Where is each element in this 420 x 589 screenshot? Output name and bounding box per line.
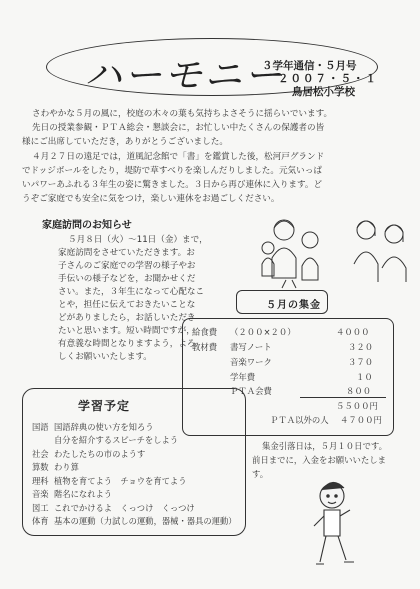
schedule-content: 自分を紹介するスピーチをしよう (54, 435, 179, 446)
issue-label: ３学年通信・５月号 (262, 60, 357, 72)
issue-date: ２００７・５・１ (278, 73, 378, 85)
family-illustration (258, 210, 338, 290)
fees-note-2: 前日までに，入金をお願いいたしま (252, 455, 386, 465)
home-visit-line: 家庭訪問をさせていただきます。お (58, 248, 195, 258)
home-visit-line: しくお願いいたします。 (58, 352, 152, 362)
schedule-content: わたしたちの市のようす (54, 448, 146, 459)
schedule-content: 基本の運動（力試しの運動，器械・器具の運動） (54, 516, 237, 527)
schedule-row (32, 420, 242, 434)
schedule-subject: 音楽 (32, 489, 49, 500)
schedule-row (32, 515, 242, 529)
schedule-subject: 図工 (32, 502, 49, 513)
fee-cat: 給食費 (192, 327, 218, 337)
schedule-subject: 社会 (32, 448, 49, 459)
schedule-row (32, 501, 242, 515)
intro-line-1: さわやかな５月の風に，校庭の木々の葉も気持ちよさそうに揺らいでいます。 (32, 109, 333, 119)
schedule-content: わり算 (54, 462, 79, 473)
schedule-subject: 国語 (32, 421, 49, 432)
schedule-row (32, 474, 242, 488)
fee-item: 学年費 (230, 372, 256, 382)
home-visit-line: 手伝いの様子などを，お聞かせくだ (58, 274, 196, 284)
schedule-subject: 体育 (32, 516, 49, 527)
fee-amount: １０ (356, 372, 373, 382)
home-visit-line: 有意義な時間となりますよう，よろ (58, 339, 196, 349)
fees-total: ５５００円 (336, 401, 378, 411)
fees-note-3: す。 (252, 469, 269, 479)
schedule-row (32, 488, 242, 502)
pta-other-amount: ４７００円 (340, 415, 382, 425)
fee-amount: ４０００ (336, 327, 370, 337)
running-boy-illustration (300, 478, 364, 578)
home-visit-line: ５月８日（火）～11日（金）まで， (68, 235, 208, 245)
home-visit-line: 子さんのご家庭での学習の様子やお (58, 261, 196, 271)
home-visit-line: とや，担任に伝えておきたいことな (58, 300, 196, 310)
intro-line-2: 先日の授業参観・ＰＴＡ総会・懇談会に，お忙しい中たくさんの保護者の皆 (32, 123, 325, 133)
schedule-row (32, 434, 242, 448)
schedule-row (32, 461, 242, 475)
newsletter-title: ハーモニー (84, 53, 285, 97)
fee-amount: ８００ (346, 386, 372, 396)
schedule-content: 国語辞典の使い方を知ろう (54, 421, 154, 432)
fee-amount: ３２０ (348, 342, 374, 352)
fees-total-rule (300, 397, 386, 398)
schedule-subject: 算数 (32, 462, 49, 473)
intro-line-5: でドッジボールをしたり，堤防で草すべりを楽しんだりしました。元気いっぱ (22, 166, 322, 176)
fee-item: ＰＴＡ会費 (230, 386, 272, 396)
home-visit-heading: 家庭訪問のお知らせ (42, 220, 132, 231)
home-visit-line: どがありましたら，お話しいただき (58, 313, 196, 323)
schedule-title: 学習予定 (78, 399, 131, 413)
intro-line-6: いパワーあふれる３年生の姿に驚きました。３日から再び連休に入ります。ど (22, 180, 323, 190)
home-visit-line: さい。また，３年生になって心配なこ (58, 287, 205, 297)
schedule-subject: 理科 (32, 475, 49, 486)
fee-cat: 教材費 (192, 342, 218, 352)
fee-amount: ３７０ (348, 357, 374, 367)
schedule-list (32, 420, 242, 528)
fee-item: （２００×２０） (230, 327, 296, 337)
schedule-row (32, 447, 242, 461)
parents-illustration (350, 214, 412, 284)
school-name: 鳥居松小学校 (292, 86, 355, 98)
intro-line-7: うぞご家庭でも安全に気をつけ，楽しい連休をお過ごしください。 (22, 194, 280, 204)
schedule-content: 階名になれよう (54, 489, 113, 500)
intro-line-3: 様にご出席していただき，ありがとうございました。 (22, 137, 228, 147)
schedule-content: 植物を育てよう チョウを育てよう (54, 475, 187, 486)
pta-other-label: ＰＴＡ以外の人 (270, 415, 329, 425)
schedule-content: これでかけるよ くっつけ くっつけ (54, 502, 195, 513)
fee-item: 書写ノート (230, 342, 272, 352)
fees-title: ５月の集金 (266, 300, 321, 311)
fee-item: 音楽ワーク (230, 357, 272, 367)
fees-note-1: 集金引落日は，５月１０日です。 (262, 441, 387, 451)
intro-line-4: ４月２７日の遠足では，道風記念館で「書」を鑑賞した後，松河戸グランド (32, 152, 325, 162)
home-visit-line: たいと思います。短い時間ですが， (58, 326, 195, 336)
